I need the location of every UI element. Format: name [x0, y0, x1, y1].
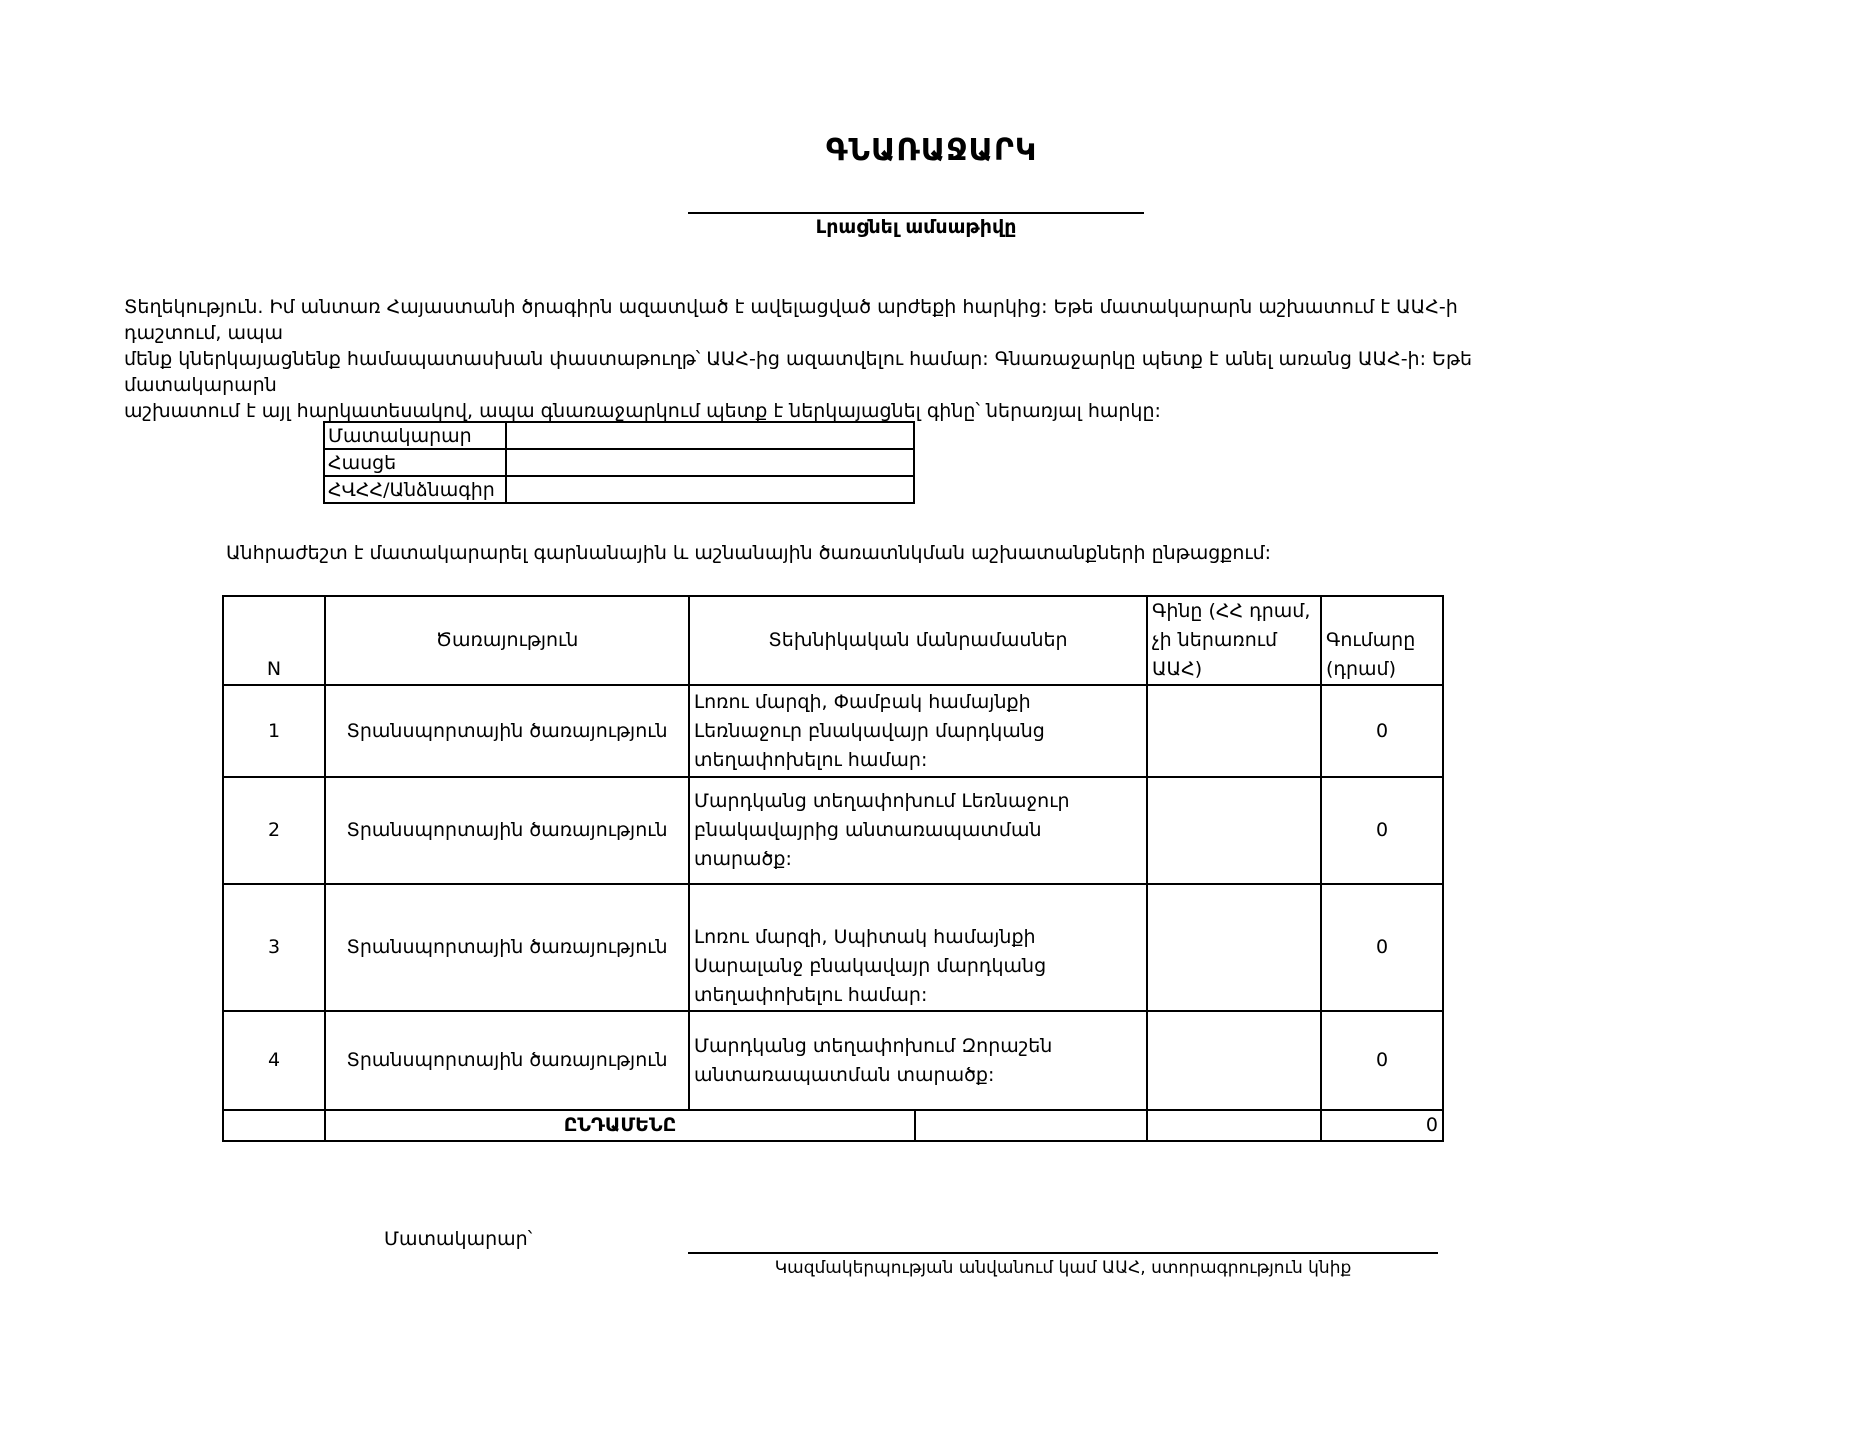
row-number: 2 — [223, 777, 325, 884]
row-sum: 0 — [1321, 777, 1443, 884]
notice-line: մենք կներկայացնենք համապատասխան փաստաթուղթ՝ ԱԱՀ-ից ազատվելու համար: Գնառաջարկը պետք է անել առանց ԱԱՀ-ի: Եթե մատակարարն — [124, 348, 1473, 396]
requirement-text: Անհրաժեշտ է մատակարարել գարնանային և աշնանային ծառատնկման աշխատանքների ընթացքում: — [226, 542, 1272, 564]
row-service: Տրանսպորտային ծառայություն — [325, 685, 689, 777]
table-row — [223, 685, 1443, 777]
total-empty-cell — [915, 1110, 1147, 1141]
supplier-label: Մատակարար — [324, 422, 506, 449]
header-service: Ծառայություն — [325, 596, 689, 685]
row-tech: Լոռու մարզի, Սպիտակ համայնքի Սարալանջ բնակավայր մարդկանց տեղափոխելու համար: — [689, 884, 1147, 1011]
supplier-row — [324, 422, 914, 449]
row-number: 3 — [223, 884, 325, 1011]
table-row — [223, 884, 1443, 1011]
row-sum: 0 — [1321, 685, 1443, 777]
row-service: Տրանսպորտային ծառայություն — [325, 1011, 689, 1110]
header-sum: Գումարը (դրամ) — [1321, 596, 1443, 685]
row-sum: 0 — [1321, 884, 1443, 1011]
row-price-cell[interactable] — [1147, 1011, 1321, 1110]
address-label: Հասցե — [324, 449, 506, 476]
row-price-cell[interactable] — [1147, 777, 1321, 884]
supplier-info-table — [323, 421, 915, 504]
services-table — [222, 595, 1444, 1142]
total-label: ԸՆԴԱՄԵՆԸ — [325, 1110, 915, 1141]
row-sum: 0 — [1321, 1011, 1443, 1110]
signature-label: Մատակարար՝ — [384, 1228, 533, 1250]
row-tech: Լոռու մարզի, Փամբակ համայնքի Լեռնաջուր բնակավայր մարդկանց տեղափոխելու համար: — [689, 685, 1147, 777]
tax-id-value-cell[interactable] — [506, 476, 914, 503]
date-fill-line[interactable] — [688, 212, 1144, 214]
table-row — [223, 777, 1443, 884]
signature-caption: Կազմակերպության անվանում կամ ԱԱՀ, ստորագրություն կնիք — [774, 1258, 1352, 1278]
row-tech: Մարդկանց տեղափոխում Լեռնաջուր բնակավայրից անտառապատման տարածք: — [689, 777, 1147, 884]
tax-id-row — [324, 476, 914, 503]
total-empty-cell — [1147, 1110, 1321, 1141]
total-value: 0 — [1321, 1110, 1443, 1141]
row-price-cell[interactable] — [1147, 884, 1321, 1011]
total-empty-cell — [223, 1110, 325, 1141]
document-title: ԳՆԱՌԱՋԱՐԿ — [825, 133, 1038, 168]
total-row — [223, 1110, 1443, 1141]
supplier-value-cell[interactable] — [506, 422, 914, 449]
row-service: Տրանսպորտային ծառայություն — [325, 777, 689, 884]
vat-notice — [124, 294, 1544, 424]
date-caption: Լրացնել ամսաթիվը — [815, 216, 1017, 238]
row-service: Տրանսպորտային ծառայություն — [325, 884, 689, 1011]
table-header-row — [223, 596, 1443, 685]
header-price: Գինը (ՀՀ դրամ, չի ներառում ԱԱՀ) — [1147, 596, 1321, 685]
signature-line[interactable] — [688, 1252, 1438, 1254]
row-number: 1 — [223, 685, 325, 777]
row-tech: Մարդկանց տեղափոխում Զորաշեն անտառապատման տարածք: — [689, 1011, 1147, 1110]
tax-id-label: ՀՎՀՀ/Անձնագիր — [324, 476, 506, 503]
table-row — [223, 1011, 1443, 1110]
header-n: N — [223, 596, 325, 685]
address-row — [324, 449, 914, 476]
notice-line: Տեղեկություն. Իմ անտառ Հայաստանի ծրագիրն ազատված է ավելացված արժեքի հարկից: Եթե մատակարարն աշխատում է ԱԱՀ-ի դաշտում, ապա — [124, 296, 1458, 344]
notice-line: աշխատում է այլ հարկատեսակով, ապա գնառաջարկում պետք է ներկայացնել գինը՝ ներառյալ հարկը: — [124, 400, 1161, 422]
row-number: 4 — [223, 1011, 325, 1110]
row-price-cell[interactable] — [1147, 685, 1321, 777]
address-value-cell[interactable] — [506, 449, 914, 476]
header-tech: Տեխնիկական մանրամասներ — [689, 596, 1147, 685]
